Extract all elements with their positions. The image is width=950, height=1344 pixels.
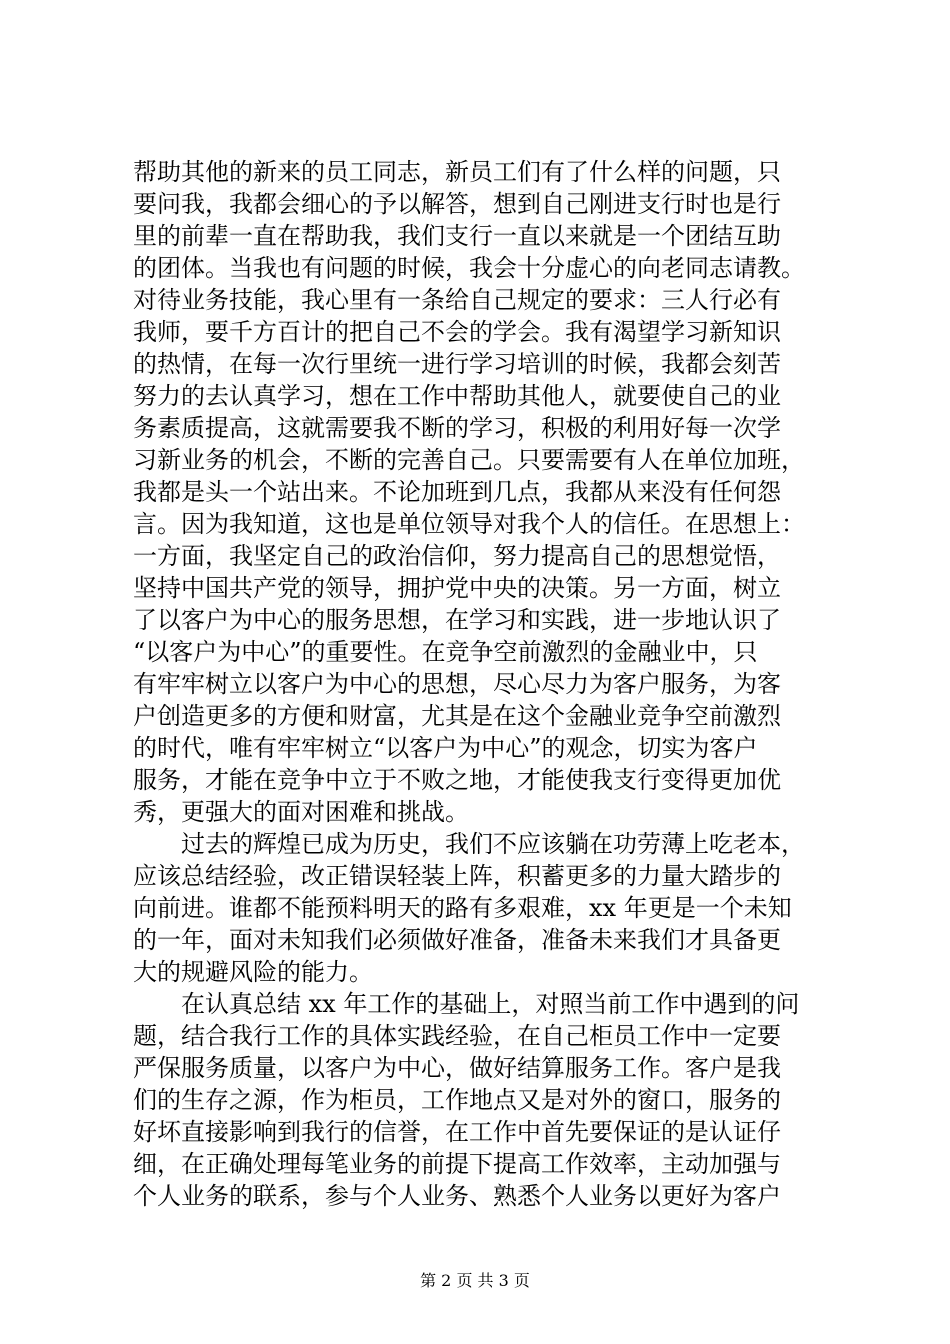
text-line: 我师，要千方百计的把自己不会的学会。我有渴望学习新知识 [133,318,781,346]
text-line: 在认真总结 xx 年工作的基础上，对照当前工作中遇到的问 [133,990,800,1018]
text-line: 努力的去认真学习，想在工作中帮助其他人，就要使自己的业 [133,382,781,410]
page-footer [0,1268,950,1291]
text-line: 里的前辈一直在帮助我，我们支行一直以来就是一个团结互助 [133,222,781,250]
text-line: 帮助其他的新来的员工同志，新员工们有了什么样的问题，只 [133,158,781,186]
text-line: 务素质提高，这就需要我不断的学习，积极的利用好每一次学 [133,414,781,442]
text-line: 细，在正确处理每笔业务的前提下提高工作效率，主动加强与 [133,1150,781,1178]
text-line: 个人业务的联系，参与个人业务、熟悉个人业务以更好为客户 [133,1182,781,1210]
text-line: 的团体。当我也有问题的时候，我会十分虚心的向老同志请教。 [133,254,805,282]
text-line: 我都是头一个站出来。不论加班到几点，我都从来没有任何怨 [133,478,781,506]
text-line: 们的生存之源，作为柜员，工作地点又是对外的窗口，服务的 [133,1086,781,1114]
text-line: 对待业务技能，我心里有一条给自己规定的要求：三人行必有 [133,286,781,314]
text-line: 户创造更多的方便和财富，尤其是在这个金融业竞争空前激烈 [133,702,781,730]
text-line: 一方面，我坚定自己的政治信仰，努力提高自己的思想觉悟， [133,542,781,570]
text-line: 秀，更强大的面对困难和挑战。 [133,798,469,826]
text-line: 服务，才能在竞争中立于不败之地，才能使我支行变得更加优 [133,766,781,794]
text-line: 应该总结经验，改正错误轻装上阵，积蓄更多的力量大踏步的 [133,862,781,890]
text-line: 有牢牢树立以客户为中心的思想，尽心尽力为客户服务，为客 [133,670,781,698]
text-line: 的时代，唯有牢牢树立“以客户为中心”的观念，切实为客户 [133,734,758,762]
text-line: 的一年，面对未知我们必须做好准备，准备未来我们才具备更 [133,926,781,954]
text-line: 向前进。谁都不能预料明天的路有多艰难，xx 年更是一个未知 [133,894,792,922]
text-line: 言。因为我知道，这也是单位领导对我个人的信任。在思想上： [133,510,805,538]
text-line: 大的规避风险的能力。 [133,958,373,986]
body-text [133,156,833,1212]
text-line: 过去的辉煌已成为历史，我们不应该躺在功劳薄上吃老本， [133,830,805,858]
text-line: “以客户为中心”的重要性。在竞争空前激烈的金融业中，只 [133,638,758,666]
text-line: 严保服务质量，以客户为中心，做好结算服务工作。客户是我 [133,1054,781,1082]
text-line: 坚持中国共产党的领导，拥护党中央的决策。另一方面，树立 [133,574,781,602]
text-line: 好坏直接影响到我行的信誉，在工作中首先要保证的是认证仔 [133,1118,781,1146]
text-line: 题，结合我行工作的具体实践经验，在自己柜员工作中一定要 [133,1022,781,1050]
text-line: 的热情，在每一次行里统一进行学习培训的时候，我都会刻苦 [133,350,781,378]
text-line: 了以客户为中心的服务思想，在学习和实践，进一步地认识了 [133,606,781,634]
text-line: 习新业务的机会，不断的完善自己。只要需要有人在单位加班， [133,446,805,474]
page-number-label: 第 2 页 共 3 页 [420,1271,530,1290]
text-line: 要问我，我都会细心的予以解答，想到自己刚进支行时也是行 [133,190,781,218]
